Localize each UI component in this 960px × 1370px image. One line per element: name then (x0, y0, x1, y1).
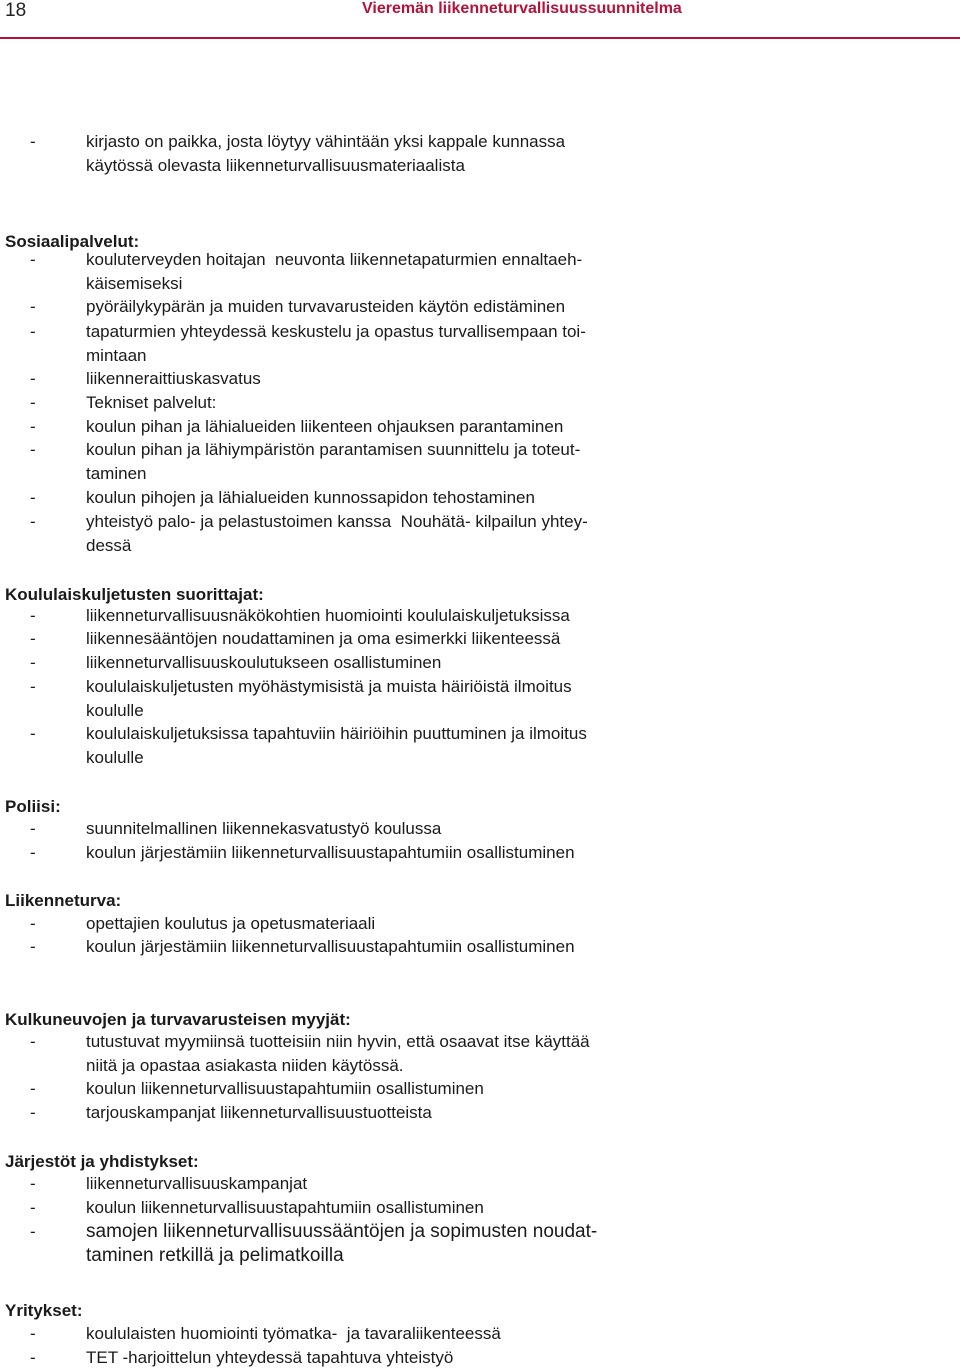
section-heading: Poliisi: (5, 797, 61, 816)
text-line: taminen retkillä ja pelimatkoilla (86, 1245, 344, 1266)
text-line: liikenneraittiuskasvatus (86, 369, 261, 388)
list-item-text (86, 1077, 706, 1101)
list-item-text (86, 391, 706, 415)
list-item-text (86, 248, 706, 296)
text-line: liikennesääntöjen noudattaminen ja oma esimerkki liikenteessä (86, 629, 561, 648)
list-bullet-dash: - (30, 297, 36, 316)
list-bullet-dash: - (30, 369, 36, 388)
text-line: koulun liikenneturvallisuustapahtumiin osallistuminen (86, 1198, 484, 1217)
list-item-text (86, 604, 706, 628)
text-line: tapaturmien yhteydessä keskustelu ja opastus turvallisempaan toi- (86, 322, 586, 341)
list-item-text (86, 935, 706, 959)
page-header (0, 0, 960, 40)
text-line: Tekniset palvelut: (86, 393, 217, 412)
list-bullet-dash: - (30, 440, 36, 459)
list-bullet-dash: - (30, 1222, 36, 1241)
list-bullet-dash: - (30, 1198, 36, 1217)
list-bullet-dash: - (30, 417, 36, 436)
text-line: koululaisten huomiointi työmatka- ja tavaraliikenteessä (86, 1324, 501, 1343)
text-line: koulun liikenneturvallisuustapahtumiin osallistuminen (86, 1079, 484, 1098)
list-item-text (86, 438, 706, 486)
text-line: opettajien koulutus ja opetusmateriaali (86, 914, 376, 933)
list-item-text (86, 651, 706, 675)
text-line: koululaiskuljetuksissa tapahtuviin häiriöihin puuttuminen ja ilmoitus (86, 724, 587, 743)
text-line: yhteistyö palo- ja pelastustoimen kanssa Nouhätä- kilpailun yhtey- (86, 512, 588, 531)
text-line: koulun järjestämiin liikenneturvallisuustapahtumiin osallistuminen (86, 843, 575, 862)
text-line: TET -harjoittelun yhteydessä tapahtuva yhteistyö (86, 1348, 454, 1367)
list-item-text (86, 1322, 706, 1346)
list-item-text (86, 1196, 706, 1220)
list-bullet-dash: - (30, 653, 36, 672)
list-item-text (86, 1030, 706, 1078)
list-item-text (86, 367, 706, 391)
text-line: kirjasto on paikka, josta löytyy vähintään yksi kappale kunnassa (86, 132, 566, 151)
text-line: koulun pihan ja lähialueiden liikenteen ohjauksen parantaminen (86, 417, 564, 436)
text-line: käisemiseksi (86, 274, 183, 293)
list-bullet-dash: - (30, 606, 36, 625)
text-line: koululaiskuljetusten myöhästymisistä ja muista häiriöistä ilmoitus (86, 677, 572, 696)
list-item-text (86, 841, 706, 865)
text-line: koulun pihojen ja lähialueiden kunnossapidon tehostaminen (86, 488, 535, 507)
page-number: 18 (5, 0, 27, 21)
text-line: kouluterveyden hoitajan neuvonta liikennetapaturmien ennaltaeh- (86, 250, 583, 269)
list-item-text (86, 486, 706, 510)
list-bullet-dash: - (30, 488, 36, 507)
list-bullet-dash: - (30, 512, 36, 531)
text-line: tarjouskampanjat liikenneturvallisuustuotteista (86, 1103, 432, 1122)
section-heading: Kulkuneuvojen ja turvavarusteisen myyjät: (5, 1010, 351, 1029)
section-heading: Järjestöt ja yhdistykset: (5, 1152, 199, 1171)
text-line: käytössä olevasta liikenneturvallisuusmateriaalista (86, 156, 465, 175)
text-line: mintaan (86, 346, 147, 365)
text-line: koulun pihan ja lähiympäristön parantamisen suunnittelu ja toteut- (86, 440, 581, 459)
list-item-text (86, 1172, 706, 1196)
list-bullet-dash: - (30, 250, 36, 269)
list-bullet-dash: - (30, 843, 36, 862)
text-line: dessä (86, 536, 132, 555)
list-bullet-dash: - (30, 629, 36, 648)
list-bullet-dash: - (30, 677, 36, 696)
header-rule (0, 37, 960, 39)
section-heading: Liikenneturva: (5, 891, 122, 910)
list-item-text (86, 415, 706, 439)
list-bullet-dash: - (30, 819, 36, 838)
list-bullet-dash: - (30, 393, 36, 412)
text-line: koulun järjestämiin liikenneturvallisuustapahtumiin osallistuminen (86, 937, 575, 956)
text-line: koululle (86, 701, 144, 720)
list-bullet-dash: - (30, 1079, 36, 1098)
list-item-text (86, 295, 706, 319)
text-line: koululle (86, 748, 144, 767)
text-line: niitä ja opastaa asiakasta niiden käytössä. (86, 1056, 404, 1075)
section-heading: Koululaiskuljetusten suorittajat: (5, 585, 264, 604)
list-item-text (86, 320, 706, 368)
list-bullet-dash: - (30, 322, 36, 341)
list-bullet-dash: - (30, 1103, 36, 1122)
list-bullet-dash: - (30, 1348, 36, 1367)
section-heading: Yritykset: (5, 1301, 83, 1320)
section-heading: Sosiaalipalvelut: (5, 232, 140, 251)
list-item-text (86, 1220, 706, 1268)
document-title: Vieremän liikenneturvallisuussuunnitelma (362, 0, 682, 17)
list-item-text (86, 510, 706, 558)
text-line: liikenneturvallisuuskoulutukseen osallistuminen (86, 653, 442, 672)
list-item-text (86, 722, 706, 770)
list-bullet-dash: - (30, 914, 36, 933)
text-line: pyöräilykypärän ja muiden turvavarusteiden käytön edistäminen (86, 297, 566, 316)
list-item-text (86, 912, 706, 936)
list-bullet-dash: - (30, 1324, 36, 1343)
list-bullet-dash: - (30, 1174, 36, 1193)
list-bullet-dash: - (30, 937, 36, 956)
list-item-text (86, 627, 706, 651)
list-item-text (86, 130, 706, 178)
text-line: taminen (86, 464, 147, 483)
text-line: tutustuvat myymiinsä tuotteisiin niin hyvin, että osaavat itse käyttää (86, 1032, 590, 1051)
list-bullet-dash: - (30, 724, 36, 743)
list-bullet-dash: - (30, 132, 36, 151)
list-item-text (86, 1346, 706, 1370)
list-bullet-dash: - (30, 1032, 36, 1051)
text-line: liikenneturvallisuusnäkökohtien huomiointi koululaiskuljetuksissa (86, 606, 570, 625)
list-item-text (86, 817, 706, 841)
text-line: samojen liikenneturvallisuussääntöjen ja sopimusten noudat- (86, 1221, 598, 1242)
list-item-text (86, 1101, 706, 1125)
text-line: suunnitelmallinen liikennekasvatustyö koulussa (86, 819, 442, 838)
list-item-text (86, 675, 706, 723)
text-line: liikenneturvallisuuskampanjat (86, 1174, 308, 1193)
